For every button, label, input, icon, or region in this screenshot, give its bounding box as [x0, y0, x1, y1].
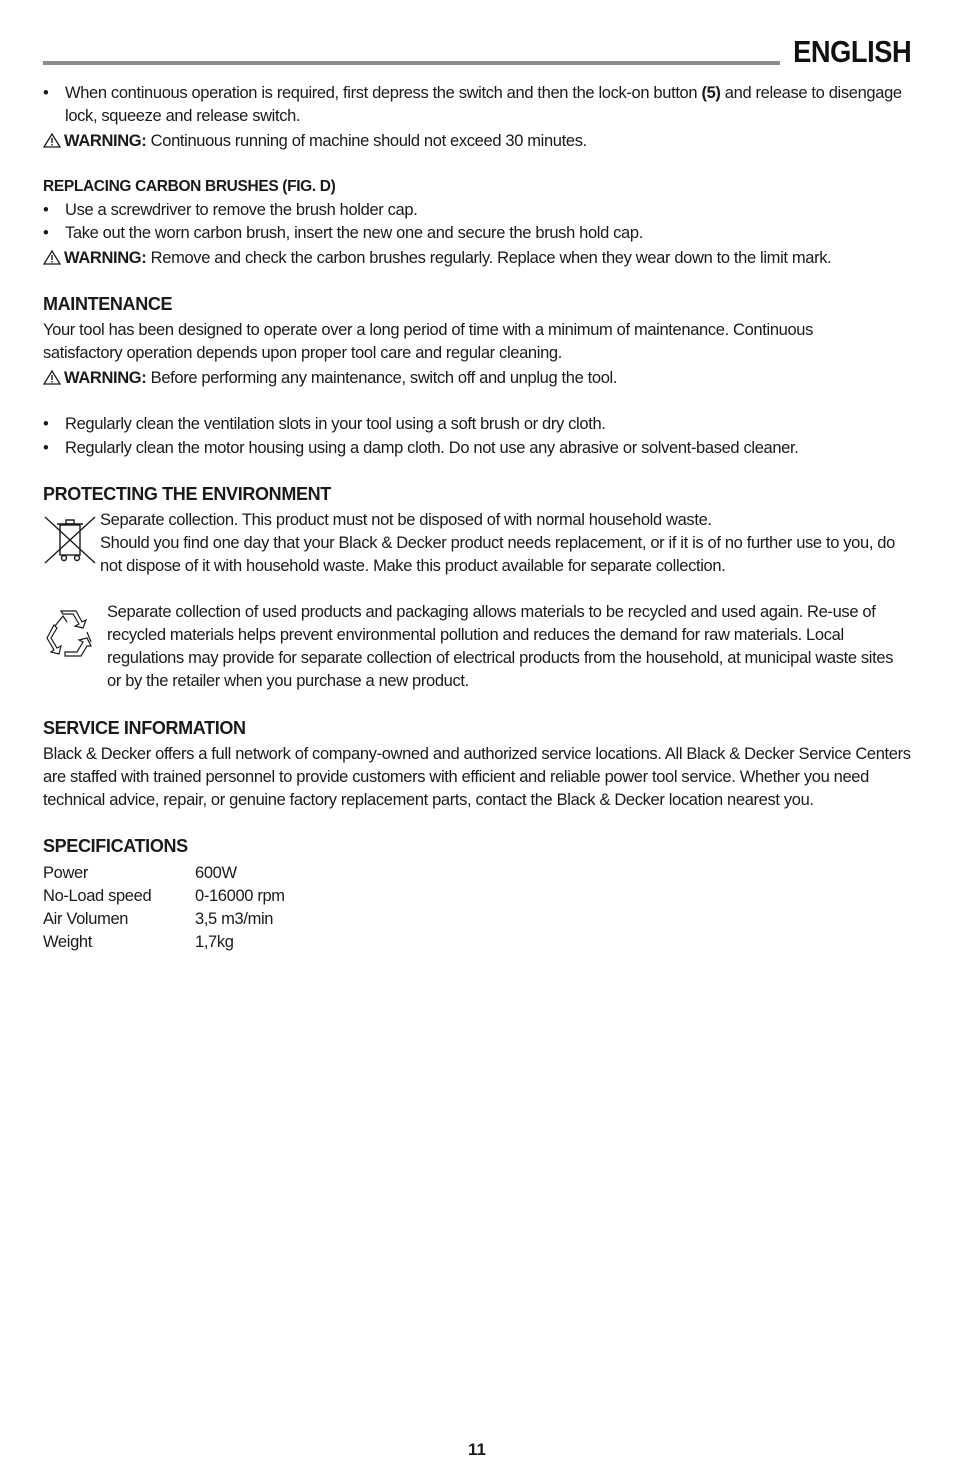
warning-text: Remove and check the carbon brushes regularly. Replace when they wear down to the limit mark. — [146, 249, 832, 267]
warning-carbon-brushes — [43, 247, 911, 270]
spec-name: Weight — [43, 933, 92, 951]
heading-replacing-carbon-brushes: REPLACING CARBON BRUSHES (FIG. D) — [43, 178, 336, 195]
service-paragraph: Black & Decker offers a full network of company-owned and authorized service locations. All Black & Decker Service Centers are staffed with trained personnel to provide customers with efficient and reliable power tool service. Whether you need technical advice, repair, or genuine factory replacement parts, contact the Black & Decker location nearest you. — [43, 745, 911, 809]
page-header — [43, 34, 911, 74]
list-item-text: Regularly clean the ventilation slots in your tool using a soft brush or dry cloth. — [65, 415, 606, 433]
list-item-text: Regularly clean the motor housing using a damp cloth. Do not use any abrasive or solvent-based cleaner. — [65, 439, 799, 457]
heading-protecting-environment: PROTECTING THE ENVIRONMENT — [43, 484, 331, 504]
warning-maintenance — [43, 367, 911, 390]
part-reference: (5) — [701, 84, 721, 102]
heading-service-information: SERVICE INFORMATION — [43, 718, 246, 738]
recycle-icon — [43, 606, 97, 660]
spec-value: 1,7kg — [195, 933, 234, 951]
warning-text: Before performing any maintenance, switch off and unplug the tool. — [146, 369, 618, 387]
spec-row-power — [43, 862, 343, 885]
warning-triangle-icon — [43, 250, 61, 265]
weee-text-1: Separate collection. This product must not be disposed of with normal household waste. — [100, 511, 712, 529]
spec-value: 3,5 m3/min — [195, 910, 274, 928]
warning-triangle-icon — [43, 370, 61, 385]
page-number: 11 — [468, 1440, 486, 1459]
maintenance-paragraph: Your tool has been designed to operate over a long period of time with a minimum of maintenance. Continuous satisfactory operation depends upon proper tool care and regular cleaning. — [43, 321, 814, 362]
warning-continuous-running — [43, 130, 911, 153]
spec-value: 600W — [195, 864, 237, 882]
spec-value: 0-16000 rpm — [195, 887, 285, 905]
spec-row-air-volumen — [43, 908, 343, 931]
list-item: • Regularly clean the motor housing using a damp cloth. Do not use any abrasive or solvent-based cleaner. — [43, 437, 911, 460]
list-item: • Regularly clean the ventilation slots in your tool using a soft brush or dry cloth. — [43, 413, 911, 436]
list-item-text: When continuous operation is required, first depress the switch and then the lock-on button (5) and release to disengage lock, squeeze and release switch. — [65, 84, 902, 125]
crossed-out-wheelie-bin-icon — [43, 513, 97, 567]
list-item: • Take out the worn carbon brush, insert the new one and secure the brush hold cap. — [43, 222, 911, 245]
spec-name: No-Load speed — [43, 887, 152, 905]
spec-row-weight — [43, 931, 343, 954]
weee-text-2: Should you find one day that your Black & Decker product needs replacement, or if it is of no further use to you, do not dispose of it with household waste. Make this product available for separate collection. — [100, 534, 895, 575]
list-item — [43, 82, 911, 128]
heading-maintenance: MAINTENANCE — [43, 294, 173, 314]
list-item-text: Use a screwdriver to remove the brush holder cap. — [65, 201, 418, 219]
heading-specifications: SPECIFICATIONS — [43, 836, 188, 856]
spec-name: Air Volumen — [43, 910, 129, 928]
warning-label: WARNING: — [64, 369, 147, 387]
header-rule — [43, 61, 780, 65]
list-item: • Use a screwdriver to remove the brush holder cap. — [43, 199, 911, 222]
warning-text: Continuous running of machine should not exceed 30 minutes. — [146, 132, 587, 150]
spec-name: Power — [43, 864, 89, 882]
language-title: ENGLISH — [792, 34, 911, 69]
bullet-dot: • — [43, 84, 49, 102]
warning-triangle-icon — [43, 133, 61, 148]
specifications-table — [43, 862, 343, 954]
warning-label: WARNING: — [64, 249, 147, 267]
spec-row-no-load-speed — [43, 885, 343, 908]
recycle-text: Separate collection of used products and packaging allows materials to be recycled and used again. Re-use of recycled materials helps prevent environmental pollution and reduces the demand for raw materials. Local regulations may provide for separate collection of electrical products from the household, at municipal waste sites or by the retailer when you purchase a new product. — [107, 603, 894, 690]
list-item-text: Take out the worn carbon brush, insert the new one and secure the brush hold cap. — [65, 224, 643, 242]
warning-label: WARNING: — [64, 132, 147, 150]
